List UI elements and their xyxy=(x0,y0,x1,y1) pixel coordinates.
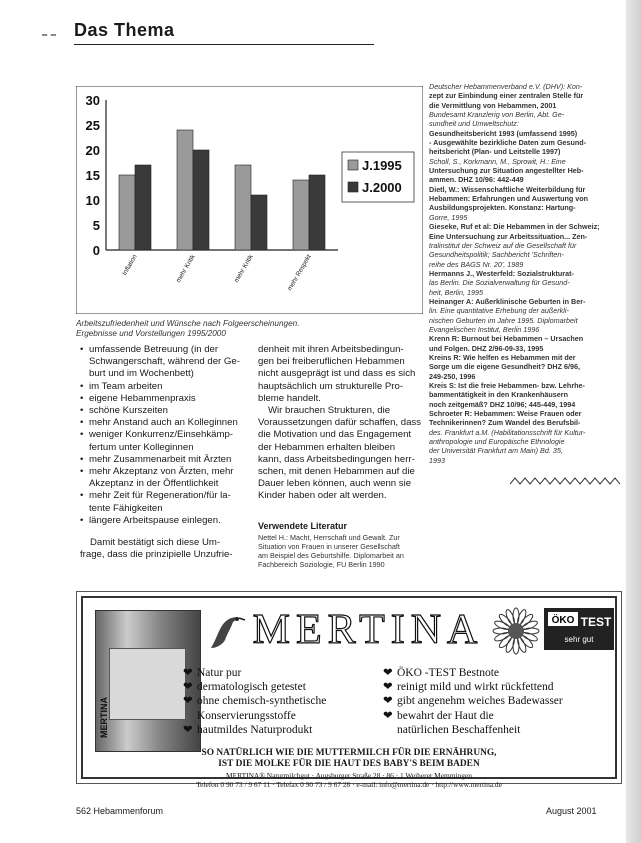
wish-list-item: • eigene Hebammenpraxis xyxy=(80,393,256,405)
header-rule xyxy=(74,44,374,45)
reference-line: Sorge um die eigene Gesundheit? DHZ 6/96, xyxy=(429,362,580,372)
badge-test-text: TEST xyxy=(580,615,612,629)
ad-benefit-item xyxy=(383,666,563,680)
header-dash-mark xyxy=(42,34,56,44)
reference-line: Kreins R: Wie helfen es Hebammen mit der xyxy=(429,352,576,362)
y-tick-label: 30 xyxy=(85,93,100,108)
reference-line: und Folgen. DHZ 2/96-09-33, 1995 xyxy=(429,343,544,353)
body-line: hauptsächlich um strukturelle Pro- xyxy=(258,380,404,392)
heart-bullet-icon: ❤ xyxy=(183,681,193,694)
y-tick-label: 15 xyxy=(85,168,100,183)
ad-benefit-item xyxy=(183,680,326,694)
sunflower-logo-icon xyxy=(491,606,541,656)
ad-benefit-text: Natur pur xyxy=(197,667,242,679)
reference-line: Gorre, 1995 xyxy=(429,212,468,222)
reference-line: Scholl, S., Korkmann, M., Sprowit, H.: Eine xyxy=(429,156,566,166)
badge-sub-text: sehr gut xyxy=(564,635,594,644)
reference-line: bammentätigkeit in den Krankenhäusern xyxy=(429,390,568,400)
ad-benefits-right xyxy=(383,666,563,737)
x-tick-label: mehr Kritik xyxy=(233,253,255,284)
wish-list-item: Schwangerschaft, während der Ge- xyxy=(89,356,240,368)
x-tick-label: mehr Respekt xyxy=(286,253,313,293)
bar-1995 xyxy=(119,175,135,250)
wish-list-item: • umfassende Betreuung (in der xyxy=(80,344,256,356)
package-brand-text: MERTINA xyxy=(99,697,109,738)
wish-list-item: tente Fähigkeiten xyxy=(89,502,163,514)
reference-line: Bundesamt Kranzlerig von Berlin, Abt. Ge- xyxy=(429,110,565,120)
reference-line: Ausbildungsprojekten. Konstanz: Hartung- xyxy=(429,203,576,213)
y-tick-label: 20 xyxy=(85,143,100,158)
reference-line: Untersuchung zur Situation angestellter Heb- xyxy=(429,166,584,176)
reference-line: zept zur Einbindung einer zentralen Stelle für xyxy=(429,91,584,101)
bar-1995 xyxy=(177,130,193,250)
reference-line: Heinanger A: Außerklinische Geburten in Ber- xyxy=(429,296,586,306)
body-line: der Hebammen erhalten bleiben xyxy=(258,441,396,453)
wish-list-item: • schöne Kurszeiten xyxy=(80,405,256,417)
reference-line: Gesundheitspolitik; Sachbericht 'Schriften- xyxy=(429,250,564,260)
reference-line: Hermanns J., Westerfeld: Sozialstrukturat- xyxy=(429,268,574,278)
legend-label: J.2000 xyxy=(362,180,402,195)
heart-bullet-icon: ❤ xyxy=(183,667,193,679)
ad-benefits-left xyxy=(183,666,326,737)
zigzag-divider xyxy=(510,476,620,486)
heart-bullet-icon: ❤ xyxy=(183,723,193,736)
ad-frame xyxy=(81,596,617,789)
wish-list xyxy=(80,344,256,527)
body-column-1 xyxy=(80,344,256,561)
chart-caption-line: Ergebnisse und Vorstellungen 1995/2000 xyxy=(76,329,226,338)
reference-line: 249-250, 1996 xyxy=(429,371,476,381)
bar-2000 xyxy=(251,195,267,250)
reference-line: heit, Berlin, 1995 xyxy=(429,287,483,297)
wish-list-item: • mehr Akzeptanz von Ärzten, mehr xyxy=(80,466,256,478)
reference-line: lin. Eine quantitative Erhebung der außerkli- xyxy=(429,306,569,316)
body-line: schen, mit denen Hebammen auf die xyxy=(258,466,415,478)
ad-benefit-item xyxy=(383,680,563,694)
body-line: Kinder haben oder alt werden. xyxy=(258,490,387,502)
body-line: Dauer leben können, auch wenn sie xyxy=(258,478,412,490)
body-line: die Motivation und das Engagement xyxy=(258,429,412,441)
reference-line: Gieseke, Ruf et al: Die Hebammen in der Schweiz; xyxy=(429,222,600,232)
bar-2000 xyxy=(135,165,151,250)
reference-line: nischen Geburten im Jahre 1995. Diplomarbeit xyxy=(429,315,578,325)
legend-swatch xyxy=(348,160,358,170)
reference-line: Eine Untersuchung zur Arbeitssituation... Zen- xyxy=(429,231,588,241)
literature-line: Situation von Frauen in unserer Gesellschaft xyxy=(258,542,400,551)
ad-benefit-text: natürlichen Beschaffenheit xyxy=(397,723,521,736)
reference-line: des. Frankfurt a.M. (Habilitationsschrift für Kultur- xyxy=(429,427,586,437)
wish-list-item: • mehr Anstand auch an Kolleginnen xyxy=(80,417,256,429)
ad-benefit-text: dermatologisch getestet xyxy=(197,681,306,694)
literature-line: Nettel H.: Macht, Herrschaft und Gewalt. Zur xyxy=(258,533,400,542)
reference-line: 1993 xyxy=(429,455,445,465)
reference-line: - Ausgewählte bezirkliche Daten zum Gesund- xyxy=(429,138,587,148)
heart-bullet-icon: ❤ xyxy=(383,667,393,679)
reference-line: Kreis S: Ist die freie Hebammen- bzw. Lehrhe- xyxy=(429,381,585,390)
ad-benefit-text: ohne chemisch-synthetische xyxy=(197,695,327,708)
bar-2000 xyxy=(309,175,325,250)
body-line: Wir brauchen Strukturen, die xyxy=(268,405,391,417)
ad-benefit-text: reinigt mild und wirkt rückfettend xyxy=(397,681,554,694)
wish-list-item: fertum unter Kolleginnen xyxy=(89,441,194,453)
wish-list-item: • mehr Zusammenarbeit mit Ärzten xyxy=(80,454,256,466)
heart-bullet-icon: ❤ xyxy=(183,695,193,708)
section-title: Das Thema xyxy=(74,20,175,40)
wish-list-item: • weniger Konkurrenz/Einsehkämp- xyxy=(80,429,256,441)
reference-line: anthropologie und Europäische Ethnologie xyxy=(429,437,565,447)
ad-benefit-item xyxy=(183,709,326,723)
bar-2000 xyxy=(193,150,209,250)
body-line: nicht ausgeprägt ist und dass es sich xyxy=(258,368,416,380)
wish-list-item: • längere Arbeitspause einlegen. xyxy=(80,515,256,527)
reference-line: Hebammen: Erfahrungen und Auswertung von xyxy=(429,194,589,204)
legend-label: J.1995 xyxy=(362,158,402,173)
ad-contact-line: MERTINA® Naturmilchgut · Augsburger Straße 28 · 86 · 1 Weiherer Memmingen xyxy=(226,771,472,780)
ad-benefit-item xyxy=(183,723,326,737)
reference-line: las Berlin. Die Sozialverwaltung für Gesund- xyxy=(429,278,570,288)
ad-tagline-line: SO NATÜRLICH WIE DIE MUTTERMILCH FÜR DIE ERNÄHRUNG, xyxy=(201,748,497,758)
reference-line: Technikerinnen? Zum Wandel des Berufsbil- xyxy=(429,418,581,428)
reference-line: Gesundheitsbericht 1993 (umfassend 1995) xyxy=(429,128,578,138)
legend-swatch xyxy=(348,182,358,192)
footer-date: August 2001 xyxy=(546,806,597,816)
reference-line: tralinstitut der Schweiz auf die Gesellschaft für xyxy=(429,240,577,250)
y-tick-label: 10 xyxy=(85,193,100,208)
ad-tagline-line: IST DIE MOLKE FÜR DIE HAUT DES BABY'S BEIM BADEN xyxy=(218,759,480,769)
body-line: denheit mit ihren Arbeitsbedingun- xyxy=(258,344,404,355)
wish-list-item: Akzeptanz in der Öffentlichkeit xyxy=(89,478,219,490)
body-line: frage, dass die prinzipielle Unzufrie- xyxy=(80,549,233,561)
ad-benefit-item xyxy=(183,666,326,680)
ad-benefit-text: hautmildes Naturprodukt xyxy=(197,723,313,736)
heart-bullet-icon: ❤ xyxy=(383,681,393,694)
page-edge-shadow xyxy=(626,0,641,843)
wish-list-item: • im Team arbeiten xyxy=(80,381,256,393)
reference-line: Deutscher Hebammenverband e.V. (DHV): Kon- xyxy=(429,82,583,91)
ad-benefit-item xyxy=(383,709,563,723)
literature-heading: Verwendete Literatur xyxy=(258,521,348,531)
bar-chart-svg xyxy=(76,86,423,314)
body-line: gen bei freiberuflichen Hebammen xyxy=(258,356,405,368)
mertina-advertisement xyxy=(76,591,622,789)
chart-caption xyxy=(76,319,396,339)
badge-oeko-text: ÖKO xyxy=(551,615,575,626)
reference-line: sundheit und Umweltschutz: xyxy=(429,119,519,129)
literature-line: Fachbereich Soziologie, FU Berlin 1990 xyxy=(258,560,385,569)
y-tick-label: 5 xyxy=(92,218,100,233)
footer-page-info: 562 Hebammenforum xyxy=(76,806,164,816)
ad-contact xyxy=(83,772,615,789)
ad-benefit-text: Konservierungsstoffe xyxy=(197,709,296,722)
reference-line: Evangelischen Institut, Berlin 1996 xyxy=(429,324,540,334)
reference-line: Schroeter R: Hebammen: Weise Frauen oder xyxy=(429,409,582,419)
reference-line: heitsbericht (Plan- und Leitstelle 1997) xyxy=(429,147,561,157)
body-line: bleme handelt. xyxy=(258,392,321,404)
chart-caption-line: Arbeitszufriedenheit und Wünsche nach Folgeerscheinungen. xyxy=(76,319,300,328)
body-line: Damit bestätigt sich diese Um- xyxy=(90,537,221,549)
oeko-test-badge xyxy=(544,608,614,650)
y-tick-label: 0 xyxy=(92,243,100,258)
body-line: Voraussetzungen dafür schaffen, dass xyxy=(258,417,422,429)
brand-logo: MERTINA xyxy=(252,607,484,653)
reference-line: reihe des BAGS Nr. 20', 1989 xyxy=(429,259,524,269)
product-package-label xyxy=(109,648,186,720)
reference-line: die Vermittlung von Hebammen, 2001 xyxy=(429,100,557,110)
reference-line: Dietl, W.: Wissenschaftliche Weiterbildung für xyxy=(429,184,586,194)
bar-chart xyxy=(76,86,423,314)
body-column-2 xyxy=(258,344,428,503)
ad-benefit-text: bewahrt der Haut die xyxy=(397,709,494,722)
wish-list-item: • mehr Zeit für Regeneration/für la- xyxy=(80,490,256,502)
ad-benefit-text: ÖKO -TEST Bestnote xyxy=(397,667,500,679)
bar-1995 xyxy=(235,165,251,250)
ad-tagline xyxy=(83,748,615,770)
reference-line: der Universität Frankfurt am Main) Bd. 35, xyxy=(429,446,563,456)
ad-benefit-text: gibt angenehm weiches Badewasser xyxy=(397,695,563,708)
reference-line: ammen. DHZ 10/96: 442-449 xyxy=(429,175,524,185)
body-paragraph xyxy=(80,537,256,561)
reference-line: noch zeitgemäß? DHZ 10/96; 445-449, 1994 xyxy=(429,399,576,409)
reference-line: Krenn R: Burnout bei Hebammen – Ursachen xyxy=(429,334,584,344)
literature-line: am Beispiel des Geburtshilfe. Diplomarbeit an xyxy=(258,551,404,560)
ad-benefit-item xyxy=(383,694,563,708)
ad-benefit-item xyxy=(183,694,326,708)
heart-bullet-icon: ❤ xyxy=(383,709,393,722)
ad-contact-line: Telefon 0 90 73 / 9 67 11 · Telefax 0 90 73 / 9 67 28 · e-mail: info@mertina.de · http://www.mertina.de xyxy=(196,779,502,789)
heart-bullet-icon: ❤ xyxy=(383,695,393,708)
x-tick-label: mehr Kritik xyxy=(175,253,197,284)
wish-list-item: burt und im Wochenbett) xyxy=(89,368,194,380)
y-tick-label: 25 xyxy=(85,118,100,133)
bar-1995 xyxy=(293,180,309,250)
references-column xyxy=(429,82,624,465)
literature-list xyxy=(258,533,433,569)
x-tick-label: Inflation xyxy=(121,253,139,277)
body-line: kann, dass Arbeitsbedingungen herr- xyxy=(258,453,415,465)
ad-benefit-item xyxy=(383,723,563,737)
